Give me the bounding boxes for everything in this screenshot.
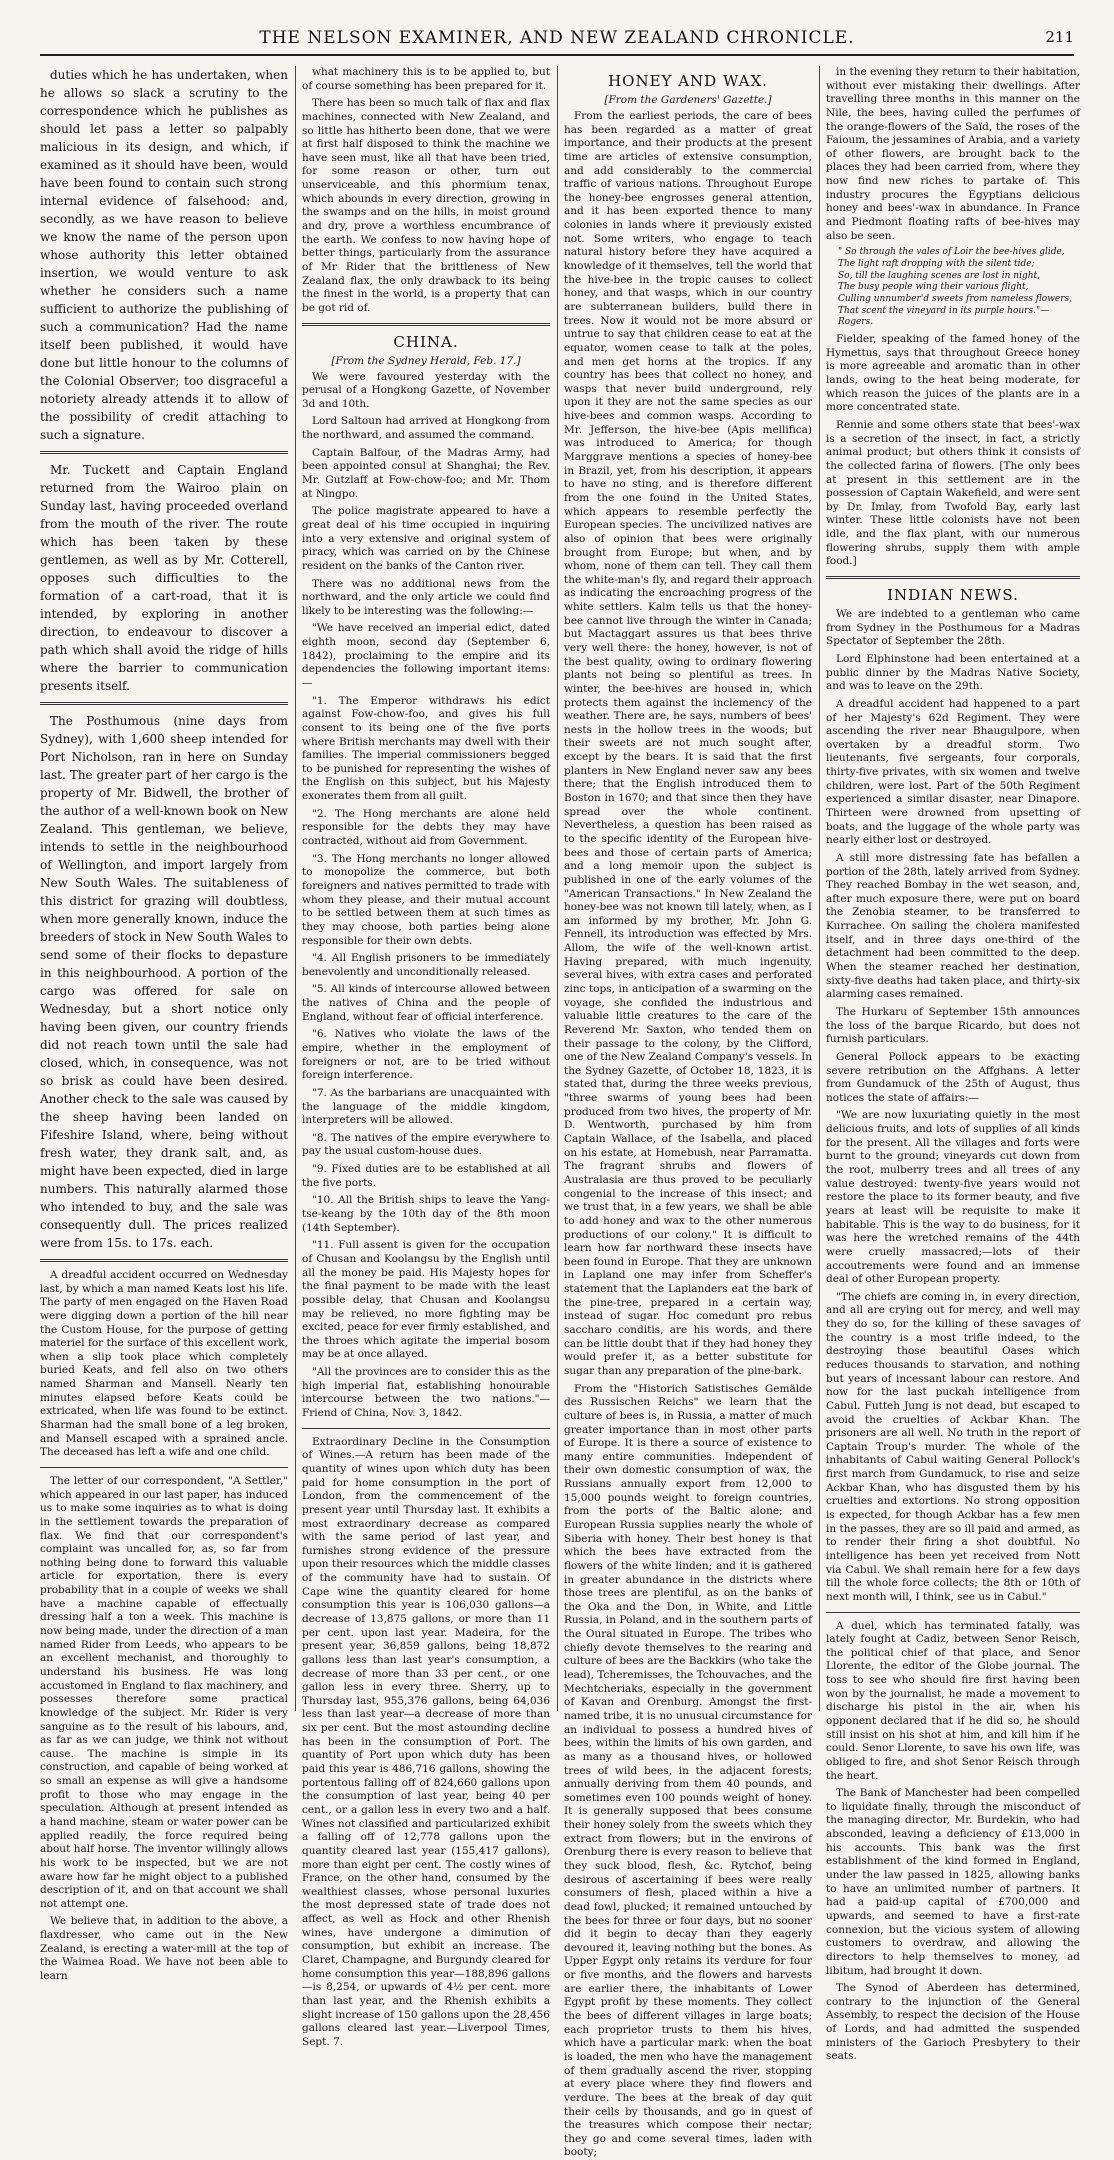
column-2	[302, 66, 550, 2048]
article-paragraph: Captain Balfour, of the Madras Army, had been appointed consul at Shanghai; the Rev. Mr. Gutzlaff at Fow-chow-foo; and Mr. Thom at Ningpo.	[302, 446, 550, 500]
indian-news-heading: INDIAN NEWS.	[887, 586, 1019, 605]
article-paragraph: "We have received an imperial edict, dated eighth moon, second day (September 6, 1842), proclaiming to the empire and its dependencies the following important items:—	[302, 622, 550, 689]
article-paragraph: "The chiefs are coming in, in every direction, and all are crying out for mercy, and well may they do so, for the killing of these savages of the country is a most trifle indeed, to the destroying those beautiful Oases which reduces thousands to starvation, and nothing but years of incessant labour can restore. And now for the last puckah intelligence from Cabul. Futteh Jung is not dead, but escaped to avoid the cruelties of Ackbar Khan. The prisoners are all well. No truth in the report of Captain Troup's murder. The whole of the inhabitants of Cabul waiting General Pollock's first march from Gundamuck, to rise and seize Ackbar Khan, who has disgusted them by his cruelties and extortions. No strong opposition is expected, for though Ackbar has a few men in the passes, they are so ill paid and armed, as to render their firing a shot doubtful. No intelligence has been yet received from Nott via Cabul. We shall remain here for a few days till the whole force collects; the 8th or 10th of next month will, I think, see us in Cabul."	[826, 1290, 1080, 1603]
article-paragraph: There has been so much talk of flax and flax machines, connected with New Zealand, and so little has hitherto been done, that we were at first half disposed to think the machine we have seen must, like all that have been tried, for some reason or other, turn out unserviceable, and this phormium tenax, which abounds in every direction, growing in the swamps and on the hills, in moist ground and dry, prove a worthless encumbrance of the earth. We confess to now having hope of better things, particularly from the assurance of Mr Rider that the brittleness of New Zealand flax, the only drawback to its being the finest in the world, is a property that can be got rid of.	[302, 97, 550, 314]
section-divider	[302, 323, 550, 326]
article-paragraph: A still more distressing fate has befallen a portion of the 28th, lately arrived from Sydney. They reached Bombay in the wet season, and, after much exposure there, were put on board the Zenobia steamer, to be transferred to Kurrachee. On sailing the cholera manifested itself, and in three days one-third of the detachment had been committed to the deep. When the steamer reached her destination, sixty-five deaths had taken place, and thirty-six alarming cases remained.	[826, 851, 1080, 1001]
article-paragraph: We believe that, in addition to the above, a flaxdresser, who came out in the New Zealand, is erecting a water-mill at the top of the Waimea Road. We have not been able to learn	[40, 1915, 288, 1983]
lead-paragraphs	[40, 66, 288, 1252]
honey-and-wax-heading: HONEY AND WAX.	[608, 72, 768, 90]
poem-line: Culling unnumber'd sweets from nameless flowers,	[838, 294, 1073, 305]
article-paragraph: We are indebted to a gentleman who came from Sydney in the Posthumous for a Madras Spectator of September the 28th.	[826, 608, 1080, 648]
edict-item: "2. The Hong merchants are alone held responsible for the debts they may have contracted, without aid from Government.	[302, 807, 550, 848]
page-number: 211	[1045, 28, 1074, 46]
article-paragraph: The Hurkaru of September 15th announces the loss of the barque Ricardo, but does not furnish particulars.	[826, 1005, 1080, 1046]
article-paragraph: "We are now luxuriating quietly in the most delicious fruits, and lots of supplies of all kinds for the present. All the villages and forts were burnt to the ground; vineyards cut down from the root, mulberry trees and all trees of any value destroyed: twenty-five years would not restore the place to its former beauty, and five years at least will be requisite to make it habitable. This is the way to do business, for it was here the wretched remains of the 44th were cruelly massacred;—lots of their accoutrements were found and an immense deal of other European property.	[826, 1109, 1080, 1286]
article-paragraph: duties which he has undertaken, when he allows so slack a scrutiny to the correspondence which he publishes as should let pass a letter so palpably malicious in its design, and which, if examined as it should have been, would have been found to contain such strong internal evidence of falsehood: and, secondly, as we have reason to believe we know the name of the person upon whose authority this letter obtained insertion, we would venture to ask whether he considers such a name sufficient to authorize the publishing of such a communication? Had the name itself been published, it would have done but little honour to the columns of the Colonial Observer; too disgraceful a notoriety already attends it to allow of the possibility of credit attaching to such a signature.	[40, 68, 288, 442]
edict-item: "7. As the barbarians are unacquainted with the language of the middle kingdom, interpreters will be allowed.	[302, 1086, 550, 1127]
article-paragraph: Lord Saltoun had arrived at Hongkong from the northward, and assumed the command.	[302, 415, 550, 442]
poem-line: The light raft dropping with the silent tide;	[838, 259, 1035, 270]
article-paragraph: Fielder, speaking of the famed honey of the Hymettus, says that throughout Greece honey is more agreeable and aromatic than in other lands, owing to the heat being moderate, for which reason the juices of the plants are in a more concentrated state.	[826, 333, 1080, 414]
poem-line: The busy people wing their various flight,	[838, 282, 1029, 293]
section-divider	[826, 576, 1080, 579]
article-paragraph: The Synod of Aberdeen has determined, contrary to the injunction of the General Assembly, to respect the decision of the House of Lords, and had admitted the suspended ministers of the Garioch Presbytery to their seats.	[826, 1982, 1080, 2063]
poem-quote	[826, 247, 1080, 329]
article-paragraph: Rennie and some others state that bees'-wax is a secretion of the insect, in fact, a strictly animal product; but others think it consists of the collected farina of flowers. [The only bees at present in this settlement are in the possession of Captain Wakefield, and were sent by Dr. Imlay, from Twofold Bay, early last winter. These little colonists have not been idle, and the flax plant, with our numerous flowering shrubs, supply them with ample food.]	[826, 418, 1080, 568]
china-heading: CHINA.	[393, 332, 459, 351]
edict-item: "10. All the British ships to leave the Yang-tse-keang by the 10th day of the 8th moon (14th September).	[302, 1194, 550, 1234]
newspaper-masthead: THE NELSON EXAMINER, AND NEW ZEALAND CHRONICLE.	[259, 28, 855, 48]
article-paragraph: The police magistrate appeared to have a great deal of his time occupied in inquiring into a very extensive and original system of piracy, which was carried on by the Chinese resident on the banks of the Canton river.	[302, 505, 550, 572]
article-paragraph: in the evening they return to their habitation, without ever mistaking their dwellings. After travelling three months in this manner on the Nile, the bees, having culled the perfumes of the orange-flowers of the Saïd, the roses of the Faioum, the jessamines of Arabia, and a variety of other flowers, are brought back to the places they had been carried from, where they now find new riches to partake of. This industry procures the Egyptians delicious honey and bees'-wax in abundance. In France and Piedmont floating rafts of bee-hives may also be seen.	[826, 66, 1080, 242]
article-paragraph: Mr. Tuckett and Captain England returned from the Wairoo plain on Sunday last, having proceeded overland from the mouth of the river. The route which has been taken by these gentlemen, as well as by Mr. Cotterell, opposes such difficulties to the formation of a cart-road, that it is intended, by exploring in another direction, to endeavour to discover a path which shall avoid the ridge of hills where the barrier to communication presents itself.	[40, 463, 288, 693]
section-divider	[40, 702, 288, 705]
edict-item: "8. The natives of the empire everywhere to pay the usual custom-house dues.	[302, 1131, 550, 1158]
column-4	[826, 66, 1080, 2063]
article-columns	[40, 66, 1080, 2159]
edict-item: "5. All kinds of intercourse allowed between the natives of China and the people of England, without fear of official interference.	[302, 983, 550, 1023]
poem-line: " So through the vales of Loir the bee-hives glide,	[838, 247, 1065, 258]
edict-item: "3. The Hong merchants no longer allowed to monopolize the commerce, but both foreigners and natives permitted to trade with whom they please, and their mutual account to be settled between them at such times as they may choose, both parties being alone responsible for their own debts.	[302, 852, 550, 947]
section-divider	[40, 1467, 288, 1468]
section-divider	[302, 1428, 550, 1429]
column-rule	[819, 66, 820, 1711]
column-3	[564, 66, 813, 2159]
section-divider	[826, 1612, 1080, 1613]
article-paragraph: The Bank of Manchester had been compelled to liquidate finally, through the misconduct of the managing director, Mr. Burdekin, who had absconded, leaving a deficiency of £13,000 in his accounts. This bank was the first establishment of the kind formed in England, under the law passed in 1825, allowing banks to have an unlimited number of partners. It had a paid-up capital of £700,000 and upwards, and seemed to have a first-rate connexion, but the vicious system of allowing customers to overdraw, and allowing the directors to help themselves to money, ad libitum, had brought it down.	[826, 1787, 1080, 1977]
article-paragraph: General Pollock appears to be exacting severe retribution on the Affghans. A letter from Gundamuck of the 25th of August, thus notices the state of affairs:—	[826, 1050, 1080, 1104]
section-divider	[40, 451, 288, 454]
column-rule	[557, 66, 558, 1711]
article-paragraph: The Posthumous (nine days from Sydney), with 1,600 sheep intended for Port Nicholson, ran in here on Sunday last. The greater part of her cargo is the property of Mr. Bidwell, the brother of the author of a well-known book on New Zealand. This gentleman, we believe, intends to settle in the neighbourhood of Wellington, and import largely from New South Wales. The suitableness of this district for grazing will doubtless, when more generally known, induce the breeders of stock in New South Wales to send some of their flocks to depasture in this neighbourhood. A portion of the cargo was offered for sale on Wednesday, but a short notice only having been given, our country friends did not reach town until the sale had closed, which, in consequence, was not so brisk as could have been desired. Another check to the sale was caused by the sheep having been landed on Fifeshire Island, where, being without fresh water, they drank salt, and, as might have been expected, died in large numbers. This naturally alarmed those who intended to buy, and the sale was consequently dull. The prices realized were from 15s. to 17s. each.	[40, 714, 288, 1250]
edict-item: "9. Fixed duties are to be established at all the five ports.	[302, 1163, 550, 1189]
article-paragraph: what machinery this is to be applied to, but of course something has been prepared for it.	[302, 66, 550, 92]
poem-line: So, till the laughing scenes are lost in night,	[838, 270, 1040, 281]
article-paragraph: The letter of our correspondent, "A Settler," which appeared in our last paper, has induced us to make some inquiries as to what is doing in the settlement towards the preparation of flax. We find that our correspondent's complaint was uncalled for, as, so far from nothing being done to forward this valuable article for exportation, there is every probability that in a couple of weeks we shall have a machine capable of effectually dressing half a ton a week. This machine is now being made, under the direction of a man named Rider from Leeds, who appears to be an excellent mechanist, and thoroughly to understand his business. He was long accustomed in England to flax machinery, and possesses therefore some practical knowledge of the subject. Mr. Rider is very sanguine as to the result of his labours, and, as far as we can judge, we think not without cause. The machine is simple in its construction, and capable of being worked at so small an expense as will give a handsome profit to those who may engage in the speculation. Although at present intended as a hand machine, steam or water power can be applied readily, the force required being about half horse. The inventor willingly allows his work to be inspected, but we are not aware how far he might object to a published description of it, and on that account we shall not attempt one.	[40, 1474, 288, 1910]
article-paragraph: From the "Historich Satistisches Gemälde des Russischen Reichs" we learn that the culture of bees is, in Russia, a matter of much greater importance than in most other parts of Europe. It is there a source of existence to many entire communities. Independent of their own domestic consumption of wax, the Russians annually export from 12,000 to 15,000 pounds weight to foreign countries, from the ports of the Baltic alone; and European Russia supplies nearly the whole of Siberia with honey. Their best honey is that which the bees have extracted from the flowers of the white linden; and it is gathered in greater abundance in the districts where those trees are plentiful, as on the banks of the Oka and the Don, in White, and Little Russia, in Poland, and in the southern parts of the Oural situated in Europe. The tribes who chiefly devote themselves to the rearing and culture of bees are the Backkirs (who take the lead), Tcheremisses, the Tchouvaches, and the Mechtcheriaks, especially in the government of Kavan and Orenburg. Amongst the first-named tribe, it is no unusual circumstance for an individual to possess a hundred hives of bees, within the limits of his own garden, and as many as a thousand hives, or hollowed trees of wild bees, in the adjacent forests; annually deriving from them 40 pounds, and sometimes even 100 pounds weight of honey. It is generally supposed that bees consume their honey solely from the sweets which they extract from flowers; but in the environs of Orenburg there is every reason to believe that they suck blood, flesh, &c. Rytchof, being desirous of ascertaining if bees were really consumers of flesh, placed within a hive a dead fowl, plucked; it remained untouched by the bees for three or four days, but no sooner did it begin to decay than they eagerly devoured it, leaving nothing but the bones. As Upper Egypt only retains its verdure for four or five months, and the flowers and harvests are earlier there, the inhabitants of Lower Egypt profit by these moments. They collect the bees of different villages in large boats; each proprietor trusts to them his hives, which have a particular mark: when the boat is loaded, the men who have the management of them gradually ascend the river, stopping at every place where they find flowers and verdure. The bees at the break of day quit their cells by thousands, and go in quest of the treasures which compose their nectar; they go and come several times, laden with booty;	[564, 1382, 812, 2159]
article-paragraph: A dreadful accident occurred on Wednesday last, by which a man named Keats lost his life. The party of men engaged on the Haven Road were digging down a portion of the hill near the Custom House, for the purpose of getting materiel for the surface of this excellent work, when a slip took place which completely buried Keats, and fell also on two others named Sharman and Mansell. Nearly ten minutes elapsed before Keats could be extricated, when life was found to be extinct. Sharman had the small bone of a leg broken, and Mansell escaped with a sprained ancle. The deceased has left a wife and one child.	[40, 1269, 288, 1459]
page-header	[40, 18, 1074, 56]
edict-item: "4. All English prisoners to be immediately benevolently and unconditionally released.	[302, 952, 550, 978]
edict-item: "11. Full assent is given for the occupation of Chusan and Koolangsu by the English until all the money be paid. His Majesty hopes for the final payment to be made with the least possible delay, that Chusan and Koolangsu may be relieved, no more fighting may be excited, peace for ever firmly established, and the throes which agitate the imperial bosom may be at once allayed.	[302, 1239, 550, 1361]
honey-and-wax-source: [From the Gardeners' Gazette.]	[604, 94, 772, 106]
article-paragraph: There was no additional news from the northward, and the only article we could find likely to be interesting was the following:—	[302, 577, 550, 617]
china-source: [From the Sydney Herald, Feb. 17.]	[331, 354, 521, 367]
edict-item: "6. Natives who violate the laws of the empire, whether in the employment of foreigners or not, are to be tried without foreign interference.	[302, 1028, 550, 1082]
article-paragraph: A duel, which has terminated fatally, was lately fought at Cadiz, between Senor Reisch, the political chief of that place, and Senor Llorente, the editor of the Globe journal. The toss to see who should fire first having been won by the journalist, he made a movement to discharge his pistol in the air, when his opponent declared that if he did so, he should still insist on his shot at him, and kill him if he could. Senor Llorente, to save his own life, was obliged to fire, and shot Senor Reisch through the heart.	[826, 1619, 1080, 1782]
article-paragraph: Lord Elphinstone had been entertained at a public dinner by the Madras Native Society, and was to leave on the 29th.	[826, 652, 1080, 693]
edict-item: "1. The Emperor withdraws his edict against Fow-chow-foo, and gives his full consent to its being one of the five ports where British merchants may dwell with their families. The imperial commissioners begged to be punished for representing the wishes of the English on this subject, but his Majesty exonerates them from all guilt.	[302, 694, 550, 803]
article-paragraph: A dreadful accident had happened to a part of her Majesty's 62d Regiment. They were ascending the river near Bhaugulpore, when overtaken by a dreadful storm. Two lieutenants, five sergeants, four corporals, thirty-five privates, with six women and twelve children, were lost. Part of the 50th Regiment experienced a similar disaster, near Dinapore. Thirteen were drowned from upsetting of boats, and the luggage of the whole party was nearly either lost or destroyed.	[826, 697, 1080, 847]
column-1	[40, 66, 288, 1983]
article-paragraph: We were favoured yesterday with the perusal of a Hongkong Gazette, of November 3d and 10th.	[302, 370, 550, 410]
edict-item: "All the provinces are to consider this as the high imperial fiat, establishing honourable intercourse between the two nations."—Friend of China, Nov. 3, 1842.	[302, 1366, 550, 1420]
section-divider	[40, 1259, 288, 1262]
poem-line: That scent the vineyard in its purple hours."—Rogers.	[838, 305, 1050, 328]
column-rule	[295, 66, 296, 1711]
wine-consumption-paragraph: Extraordinary Decline in the Consumption of Wines.—A return has been made of the quantity of wines upon which duty has been paid for home consumption in the port of London, from the commencement of the present year until Thursday last. It exhibits a most extraordinary decrease as compared with the same period of last year, and furnishes strong evidence of the pressure upon their resources which the middle classes of the community have had to sustain. Of Cape wine the quantity cleared for home consumption this year is 106,030 gallons—a decrease of 13,875 gallons, or more than 11 per cent. upon last year. Madeira, for the present year, 36,859 gallons, being 18,872 gallons less than last year's consumption, a decrease of more than 33 per cent., or one gallon less in every three. Sherry, up to Thursday last, 955,376 gallons, being 64,036 less than last year—a decrease of more than six per cent. But the most astounding decline has been in the consumption of Port. The quantity of Port upon which duty has been paid this year is 486,716 gallons, showing the portentous falling off of 824,660 gallons upon the consumption of last year, being 40 per cent., or a gallon less in every two and a half. Wines not classified and particularized exhibit a falling off of 12,778 gallons upon the quantity cleared last year (155,417 gallons), more than eight per cent. The costly wines of France, on the other hand, consumed by the wealthiest classes, whose personal luxuries the most depressed state of trade does not affect, as well as Hock and other Rhenish wines, have undergone a diminution of consumption, but exhibit an increase. The Claret, Champagne, and Burgundy cleared for home consumption this year—188,896 gallons—is 8,254, or upwards of 4½ per cent. more than last year, and the Rhenish exhibits a slight increase of 150 gallons upon the 28,456 gallons cleared last year.—Liverpool Times, Sept. 7.	[302, 1435, 550, 2048]
article-paragraph: From the earliest periods, the care of bees has been regarded as a matter of great importance, and their products at the present time are articles of extensive consumption, and add considerably to the commercial traffic of various nations. Throughout Europe the honey-bee engrosses general attention, and it has been exported thence to many colonies in lands where it previously existed not. Some writers, who engage to teach natural history before they have acquired a knowledge of it themselves, tell the world that the hive-bee in the tropic causes to collect honey, and that wasps, which in our country are subterranean builders, build there in trees. Now it would not be more absurd or untrue to say that children cease to eat at the equator, women cease to talk at the poles, and men get horns at the tropics. If any country has bees that collect no honey, and wasps that never build underground, rely upon it they are not the same species as our hive-bees and common wasps. According to Mr. Jefferson, the hive-bee (Apis mellifica) was introduced to America; for though Marggrave mentions a species of honey-bee in Brazil, yet, from his description, it appears to have no sting, and is therefore different from the one found in the United States, which appears to resemble perfectly the European species. The uncivilized natives are also of opinion that bees were originally brought from Europe; but when, and by whom, none of them can tell. They call them the white-man's fly, and regard their approach as indicating the encroaching progress of the white settlers. Kalm tells us that the honey-bee cannot live through the winter in Canada; but Mactaggart assures us that bees thrive very well there: the honey, however, is not of the best quality, owing to ordinary flowering plants not being so plentiful as trees. In winter, the bee-hives are housed in, which protects them against the inclemency of the weather. There are, he says, numbers of bees' nests in the hollow trees in the woods; but their sweets are not much sought after, except by the bears. It is said that the first planters in New England never saw any bees there; that the English introduced them to Boston in 1670; and that since then they have spread over the whole continent. Nevertheless, a question has been raised as to the specific identity of the European hive-bees and those of certain parts of America; and a long memoir upon the subject is published in one of the early volumes of the "American Transactions." In New Zealand the honey-bee was not known till lately, when, as I am informed by my brother, Mr. John G. Fennell, its introduction was effected by Mrs. Allom, the wife of the well-known artist. Having prepared, with much ingenuity, several hives, with extra cases and perforated zinc tops, in anticipation of a swarming on the voyage, she confided the industrious and valuable little creatures to the care of the Reverend Mr. Saxton, who tended them on their passage to the colony, by the Clifford, one of the New Zealand Company's vessels. In the Sydney Gazette, of October 18, 1823, it is stated that, during the three weeks previous, "three swarms of young bees had been produced from two hives, the property of Mr. D. Wentworth, purchased by him from Captain Wallace, of the Isabella, and placed on his estate, at Homebush, near Parramatta. The fragrant shrubs and flowers of Australasia are thus proved to be peculiarly congenial to the increase of this insect; and we trust that, in a few years, we shall be able to add honey and wax to the other numerous productions of our colony." It is difficult to learn how far northward these insects have been found in Europe. That they are unknown in Lapland one may infer from Scheffer's statement that the Laplanders eat the bark of the pine-tree, prepared in a certain way, instead of sugar. Hoc comedunt pro rebus saccharo conditis, are his words, and there can be little doubt that if they had honey they would prefer it, as a better substitute for sugar than any preparation of the pine-bark.	[564, 110, 813, 1377]
